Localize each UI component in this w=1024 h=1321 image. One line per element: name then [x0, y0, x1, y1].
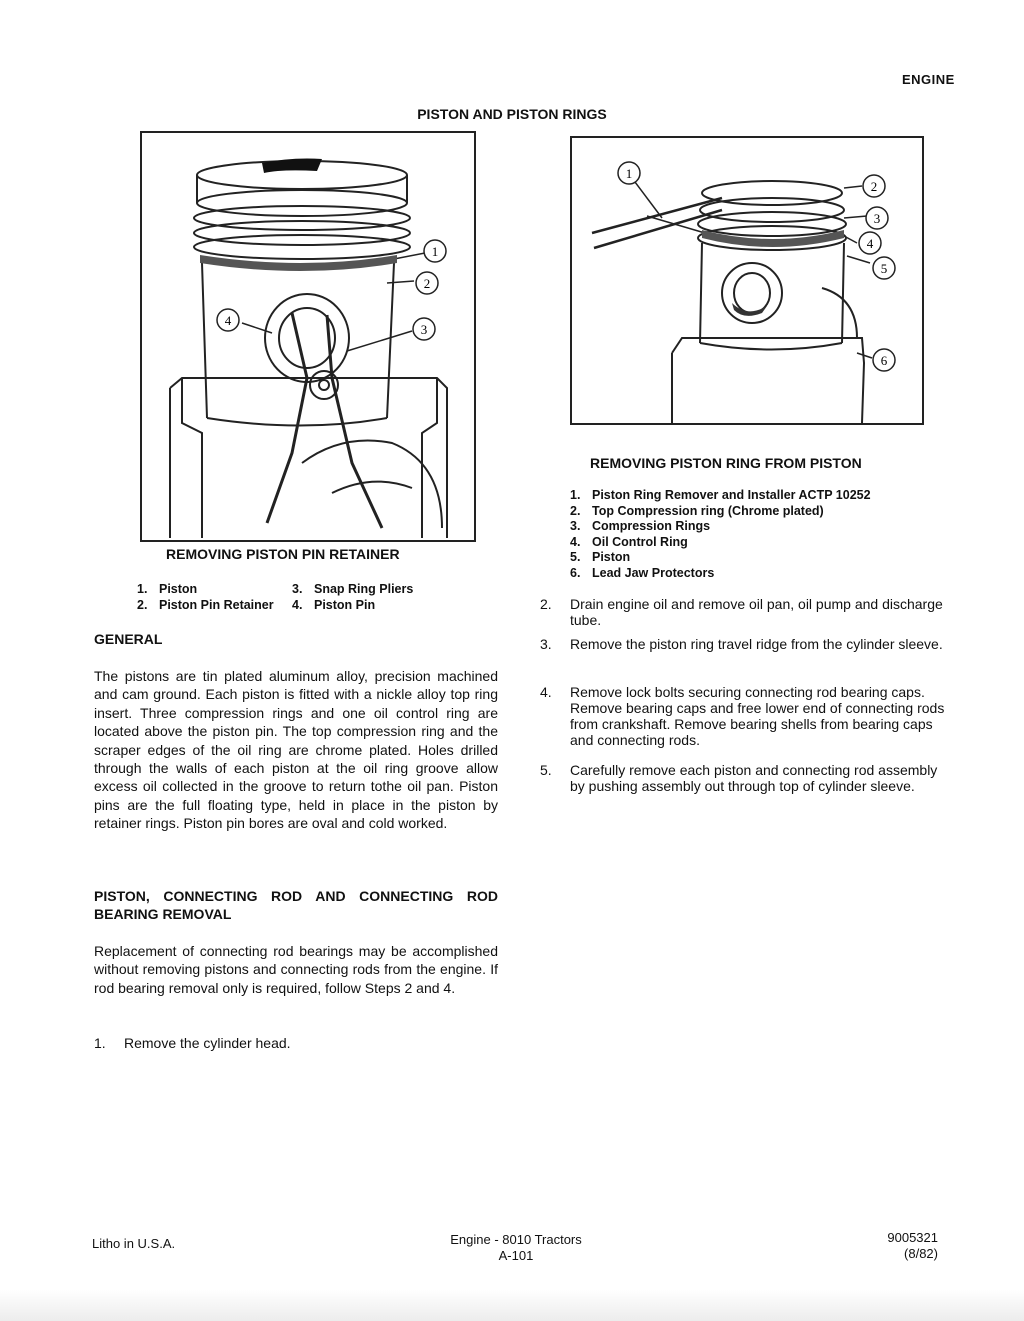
page-edge-shadow [0, 1290, 1024, 1321]
figure1-caption: REMOVING PISTON PIN RETAINER [166, 546, 400, 562]
callout-4: 4 [866, 236, 874, 251]
page-title: PISTON AND PISTON RINGS [417, 106, 607, 122]
step-5: 5. Carefully remove each piston and connecting rod assembly by pushing assembly out through top of cylinder sleeve. [540, 762, 938, 794]
step-4: 4. Remove lock bolts securing connecting rod bearing caps. Remove bearing caps and free lower end of connecting rods from crankshaft. Remove bearing shells from bearing caps and connecting rods. [540, 684, 945, 748]
legend-row: 4. Oil Control Ring [570, 534, 688, 549]
legend-row: 3. Compression Rings [570, 519, 711, 533]
callout-2: 2 [870, 179, 878, 194]
figure1-legend [137, 582, 413, 613]
legend-row: 5. Piston [570, 550, 631, 564]
figure2-caption: REMOVING PISTON RING FROM PISTON [590, 455, 862, 471]
callout-5: 5 [880, 261, 888, 276]
footer-doc-number [848, 1230, 938, 1262]
footer-manual-title: Engine - 8010 Tractors [450, 1232, 582, 1247]
general-heading: GENERAL [94, 631, 163, 647]
legend-row: 1. Piston Ring Remover and Installer ACTP 10252 [570, 488, 871, 502]
figure2-legend [570, 488, 871, 581]
callout-3: 3 [420, 322, 428, 337]
legend-row: 1. Piston 3. Snap Ring Pliers [137, 582, 414, 596]
callout-1: 1 [625, 166, 633, 181]
piston-pin-illustration [142, 133, 474, 540]
callout-2: 2 [423, 276, 431, 291]
step-1: 1. Remove the cylinder head. [94, 1035, 291, 1051]
removal-heading: PISTON, CONNECTING ROD AND CONNECTING ROD BEARING REMOVAL [94, 888, 498, 922]
callout-4: 4 [224, 313, 232, 328]
page-number: A-101 [498, 1248, 534, 1263]
figure-piston-ring-removal [570, 136, 924, 425]
footer-page-info [400, 1232, 632, 1264]
legend-row: 6. Lead Jaw Protectors [570, 565, 715, 580]
removal-paragraph: Replacement of connecting rod bearings may be accomplished without removing pistons and connecting rods from the engine. If rod bearing removal only is required, follow Steps 2 and 4. [94, 943, 498, 996]
footer-litho: Litho in U.S.A. [92, 1236, 176, 1251]
step-3: 3. Remove the piston ring travel ridge from the cylinder sleeve. [540, 636, 943, 652]
callout-6: 6 [880, 353, 888, 368]
callout-3: 3 [873, 211, 881, 226]
doc-number: 9005321 [887, 1230, 938, 1245]
legend-row: 2. Piston Pin Retainer 4. Piston Pin [137, 597, 376, 612]
callout-1: 1 [431, 244, 439, 259]
doc-date: (8/82) [904, 1246, 938, 1261]
step-2: 2. Drain engine oil and remove oil pan, oil pump and discharge tube. [540, 596, 943, 628]
figure-piston-pin-retainer [140, 131, 476, 542]
general-paragraph: The pistons are tin plated aluminum alloy, precision machined and cam ground. Each piston is fitted with a nickle alloy top ring insert. Three compression rings and one oil control ring are located above the piston pin. The top compression ring and the scraper edges of the oil ring are chrome plated. Holes drilled through the walls of each piston at the oil ring groove allow excess oil collected in the groove to return tothe oil pan. Piston pins are the full floating type, held in place in the piston by retainer rings. Piston pin bores are oval and cold worked. [94, 668, 498, 832]
legend-row: 2. Top Compression ring (Chrome plated) [570, 503, 824, 518]
piston-ring-illustration [572, 138, 922, 423]
section-header: ENGINE [902, 72, 955, 87]
